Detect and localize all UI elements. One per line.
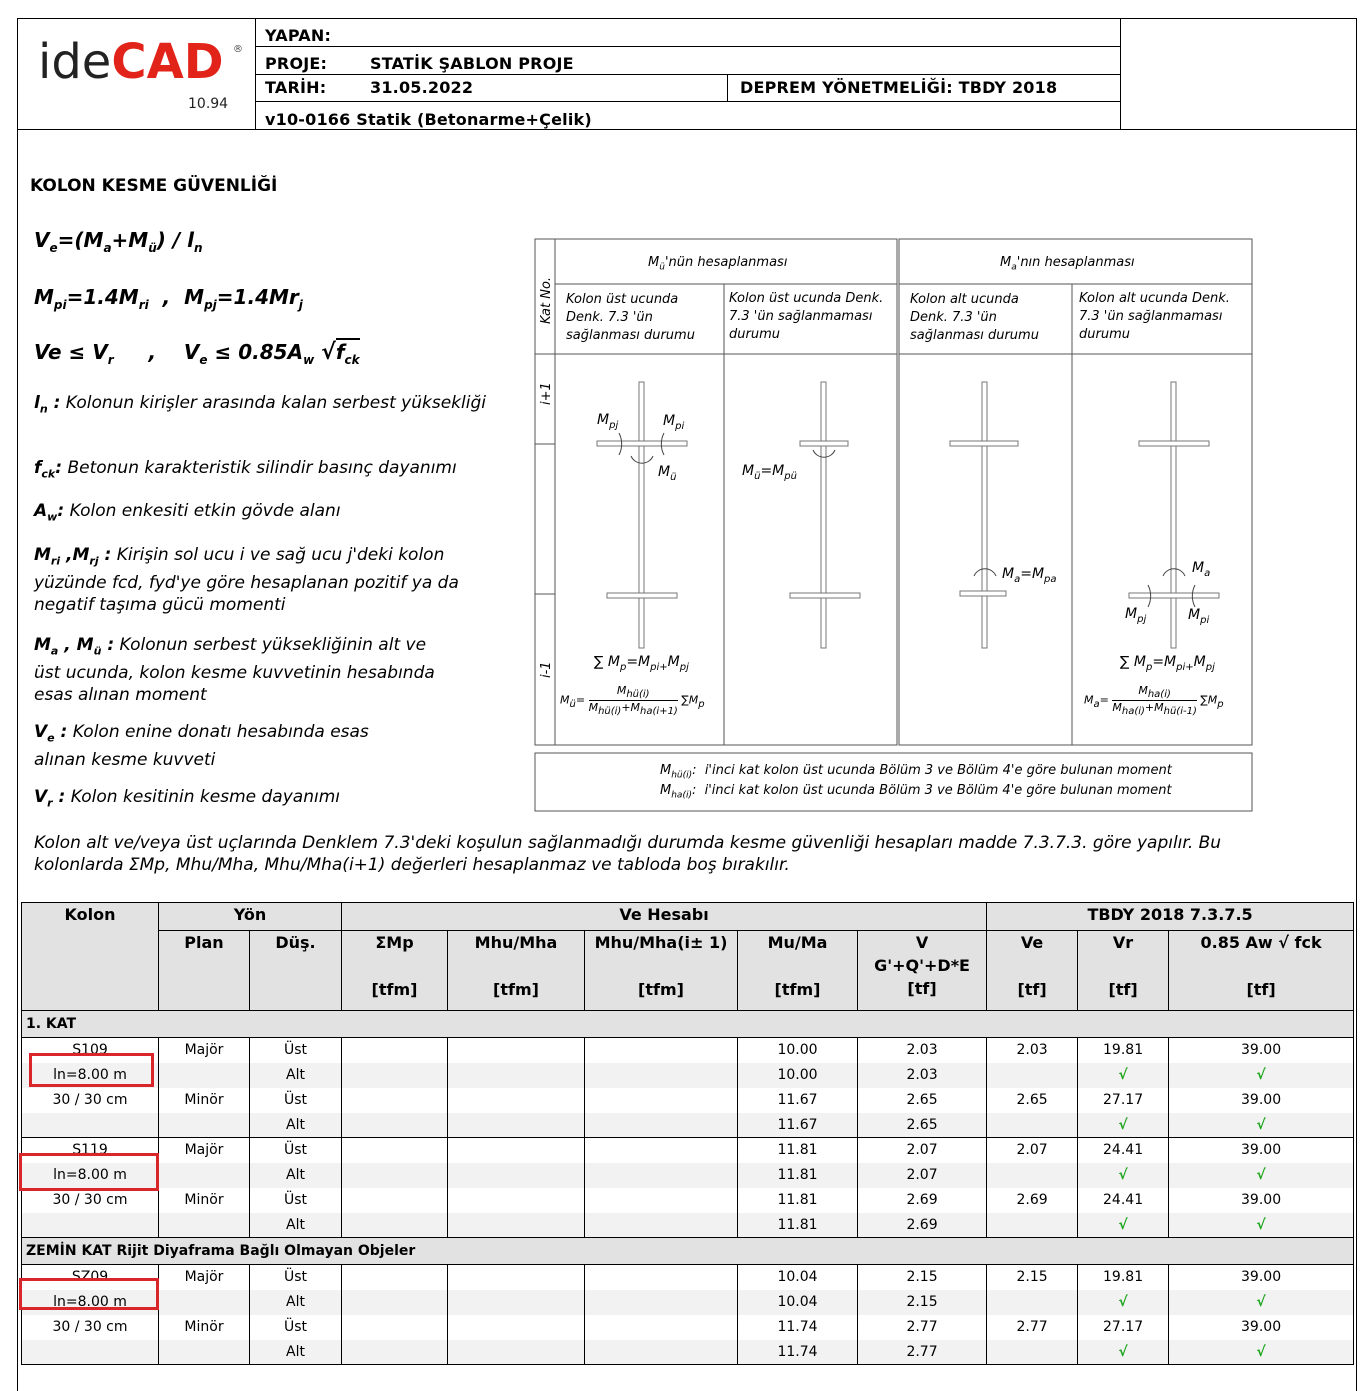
- aw-cell: 39.00: [1169, 1265, 1354, 1290]
- proje-value: STATİK ŞABLON PROJE: [370, 54, 574, 73]
- col-ve: Ve [tf]: [987, 931, 1078, 1011]
- kolon-cell: ln=8.00 m: [22, 1063, 159, 1088]
- dus-cell: Alt: [250, 1063, 342, 1088]
- plan-cell: Majör: [159, 1265, 250, 1290]
- mu-heading: $M_ü'nün$ hesaplanması: [648, 255, 788, 273]
- aw-cell: √: [1169, 1113, 1354, 1138]
- ma-heading: $M_a'nın$ hesaplanması: [1000, 255, 1135, 273]
- explanatory-note: Kolon alt ve/veya üst uçlarında Denklem 7.3'deki koşulun sağlanmadığı durumda kesme güvenliği hesapları madde 7.3.7.3. göre yapılır. Bu kolonlarda ΣMp, Mhu/Mha, Mhu/Mha(i+1) değerleri hesaplanmaz ve tabloda boş bırakılır.: [34, 833, 1222, 875]
- kolon-cell: [22, 1213, 159, 1238]
- col-aw: 0.85 Aw √ fck [tf]: [1169, 931, 1354, 1011]
- col-vr: Vr [tf]: [1078, 931, 1169, 1011]
- col-muma: Mu/Ma [tfm]: [738, 931, 858, 1011]
- plan-cell: [159, 1340, 250, 1365]
- aw-cell: 39.00: [1169, 1315, 1354, 1340]
- kolon-cell: 30 / 30 cm: [22, 1088, 159, 1113]
- ln-highlight-box: [19, 1153, 159, 1191]
- col-mhu: Mhu/Mha [tfm]: [448, 931, 585, 1011]
- muma-cell: 11.67: [738, 1113, 858, 1138]
- v-cell: 2.69: [858, 1213, 987, 1238]
- row-label-i-plus-1: i+1: [539, 382, 554, 405]
- table-row: [22, 1315, 1354, 1340]
- formula-mp: $M_{pi}=1.4M_{ri}$ , $M_{pj}=1.4Mr_j$: [34, 285, 303, 312]
- definition-aw: $A_w$: Kolon enkesiti etkin gövde alanı: [34, 501, 341, 524]
- definition-fck: $f_{ck}$: Betonun karakteristik silindir basınç dayanımı: [34, 458, 457, 481]
- smp-cell: [342, 1138, 448, 1163]
- ve-cell: 2.15: [987, 1265, 1078, 1290]
- muma-cell: 11.81: [738, 1213, 858, 1238]
- tarih-value: 31.05.2022: [370, 78, 474, 97]
- v-cell: 2.07: [858, 1163, 987, 1188]
- label-ma-eq-mpa: $M_a=M_{pa}$: [1002, 566, 1057, 585]
- plan-cell: Minör: [159, 1188, 250, 1213]
- aw-cell: 39.00: [1169, 1088, 1354, 1113]
- table-row: [22, 1088, 1354, 1113]
- kolon-cell: ln=8.00 m: [22, 1290, 159, 1315]
- mhu1-cell: [585, 1088, 738, 1113]
- col-dus: Düş.: [250, 931, 342, 1011]
- vr-cell: √: [1078, 1113, 1169, 1138]
- kolon-cell: ln=8.00 m: [22, 1163, 159, 1188]
- registered-mark: ®: [233, 44, 243, 55]
- muma-cell: 11.67: [738, 1088, 858, 1113]
- section-row: [22, 1238, 1354, 1265]
- v-cell: 2.03: [858, 1038, 987, 1063]
- smp-cell: [342, 1315, 448, 1340]
- diagram-col-4-head: Kolon alt ucunda Denk. 7.3 'ün sağlanmaması durumu: [1079, 291, 1230, 342]
- dus-cell: Üst: [250, 1188, 342, 1213]
- plan-cell: [159, 1213, 250, 1238]
- kolon-cell: S119: [22, 1138, 159, 1163]
- ve-cell: [987, 1063, 1078, 1088]
- label-sum-mp-2: ∑ $M_p=M_{pi+}M_{pj}$: [1120, 654, 1215, 673]
- header-rule: [255, 46, 1120, 47]
- mhu-cell: [448, 1063, 585, 1088]
- plan-cell: [159, 1063, 250, 1088]
- section-title: KOLON KESME GÜVENLİĞİ: [30, 176, 278, 196]
- ve-cell: 2.69: [987, 1188, 1078, 1213]
- mhu-cell: [448, 1188, 585, 1213]
- mhu1-cell: [585, 1290, 738, 1315]
- smp-cell: [342, 1290, 448, 1315]
- vr-cell: 19.81: [1078, 1038, 1169, 1063]
- muma-cell: 11.74: [738, 1340, 858, 1365]
- row-label-i-minus-1: i-1: [539, 661, 554, 678]
- deprem-yonetmeligi: DEPREM YÖNETMELİĞİ: TBDY 2018: [740, 78, 1058, 97]
- kat-no-label: Kat No.: [539, 276, 554, 324]
- table-row: [22, 1213, 1354, 1238]
- plan-cell: Minör: [159, 1088, 250, 1113]
- mhu-cell: [448, 1038, 585, 1063]
- label-mu: $M_ü$: [658, 464, 677, 483]
- table-row: [22, 1188, 1354, 1213]
- smp-cell: [342, 1088, 448, 1113]
- mhu1-cell: [585, 1038, 738, 1063]
- v-cell: 2.03: [858, 1063, 987, 1088]
- label-ma: $M_a$: [1192, 560, 1211, 579]
- mhu-cell: [448, 1213, 585, 1238]
- smp-cell: [342, 1038, 448, 1063]
- kolon-cell: 30 / 30 cm: [22, 1315, 159, 1340]
- vr-cell: √: [1078, 1340, 1169, 1365]
- definition-ma-mu: $M_a$ , $M_ü$ : Kolonun serbest yüksekliğinin alt ve üst ucunda, kolon kesme kuvvetinin hesabında esas alınan moment: [34, 635, 435, 706]
- table-row: [22, 1138, 1354, 1163]
- mhu-cell: [448, 1315, 585, 1340]
- dus-cell: Alt: [250, 1290, 342, 1315]
- header-divider: [1120, 18, 1121, 130]
- ve-cell: 2.65: [987, 1088, 1078, 1113]
- dus-cell: Üst: [250, 1315, 342, 1340]
- v-cell: 2.65: [858, 1088, 987, 1113]
- mhu1-cell: [585, 1265, 738, 1290]
- formula-ve: $V_e=(M_a+M_ü) / l_n$: [34, 228, 203, 255]
- col-ve-hesabi: Ve Hesabı: [342, 903, 987, 931]
- dus-cell: Alt: [250, 1113, 342, 1138]
- label-sum-mp-1: ∑ $M_p=M_{pi+}M_{pj}$: [594, 654, 689, 673]
- label-ma-formula: $M_a=$ $M_{ha(i)}$ $M_{ha(i)}+M_{hü(i-1)}$ $\sum M_p$: [1084, 684, 1224, 718]
- mhu1-cell: [585, 1340, 738, 1365]
- mhu1-cell: [585, 1113, 738, 1138]
- vr-cell: √: [1078, 1290, 1169, 1315]
- dus-cell: Alt: [250, 1340, 342, 1365]
- muma-cell: 11.81: [738, 1163, 858, 1188]
- logo-version: 10.94: [188, 96, 229, 112]
- plan-cell: Minör: [159, 1315, 250, 1340]
- kolon-cell: SZ09: [22, 1265, 159, 1290]
- col-plan: Plan: [159, 931, 250, 1011]
- mhu-cell: [448, 1290, 585, 1315]
- aw-cell: √: [1169, 1340, 1354, 1365]
- mhu1-cell: [585, 1213, 738, 1238]
- muma-cell: 11.74: [738, 1315, 858, 1340]
- header-rule: [255, 101, 1120, 102]
- label-mpi-2: $M_{pi}$: [1188, 607, 1210, 626]
- col-yon: Yön: [159, 903, 342, 931]
- ve-cell: [987, 1213, 1078, 1238]
- yapan-label: YAPAN:: [265, 26, 332, 45]
- v-cell: 2.15: [858, 1290, 987, 1315]
- vr-cell: 24.41: [1078, 1138, 1169, 1163]
- dus-cell: Üst: [250, 1138, 342, 1163]
- label-mu-eq-mpu: $M_ü=M_{pü}$: [742, 463, 797, 482]
- aw-cell: 39.00: [1169, 1038, 1354, 1063]
- vr-cell: 27.17: [1078, 1088, 1169, 1113]
- dus-cell: Üst: [250, 1038, 342, 1063]
- diagram-col-3-head: Kolon alt ucunda Denk. 7.3 'ün sağlanması durumu: [910, 292, 1039, 343]
- muma-cell: 10.00: [738, 1063, 858, 1088]
- vr-cell: √: [1078, 1063, 1169, 1088]
- table-row: [22, 1340, 1354, 1365]
- muma-cell: 10.00: [738, 1038, 858, 1063]
- v-cell: 2.77: [858, 1340, 987, 1365]
- idecad-logo: ideCAD: [38, 34, 224, 90]
- ve-cell: [987, 1163, 1078, 1188]
- kolon-cell: [22, 1340, 159, 1365]
- mhu-cell: [448, 1138, 585, 1163]
- aw-cell: 39.00: [1169, 1188, 1354, 1213]
- definition-ve: $V_e$ : Kolon enine donatı hesabında esas alınan kesme kuvveti: [34, 722, 369, 771]
- label-mpj: $M_{pj}$: [597, 412, 619, 431]
- smp-cell: [342, 1188, 448, 1213]
- section-row: [22, 1011, 1354, 1038]
- table-row: [22, 1265, 1354, 1290]
- definition-ln: $l_n$ : Kolonun kirişler arasında kalan serbest yüksekliği: [34, 393, 486, 416]
- table-row: [22, 1113, 1354, 1138]
- ln-highlight-box: [29, 1053, 154, 1087]
- diagram-col-2-head: Kolon üst ucunda Denk. 7.3 'ün sağlanmaması durumu: [729, 291, 884, 342]
- v-cell: 2.65: [858, 1113, 987, 1138]
- smp-cell: [342, 1265, 448, 1290]
- muma-cell: 11.81: [738, 1138, 858, 1163]
- mhu-cell: [448, 1340, 585, 1365]
- section-title-cell: ZEMİN KAT Rijit Diyaframa Bağlı Olmayan Objeler: [22, 1238, 1354, 1265]
- dus-cell: Üst: [250, 1088, 342, 1113]
- plan-cell: Majör: [159, 1138, 250, 1163]
- plan-cell: [159, 1113, 250, 1138]
- section-title-cell: 1. KAT: [22, 1011, 1354, 1038]
- software-version: v10-0166 Statik (Betonarme+Çelik): [265, 110, 592, 129]
- mhu1-cell: [585, 1138, 738, 1163]
- mhu-cell: [448, 1163, 585, 1188]
- definition-vr: $V_r$ : Kolon kesitinin kesme dayanımı: [34, 787, 340, 810]
- label-mpj-2: $M_{pj}$: [1125, 606, 1147, 625]
- muma-cell: 11.81: [738, 1188, 858, 1213]
- vr-cell: √: [1078, 1213, 1169, 1238]
- col-v: V G'+Q'+D*E [tf]: [858, 931, 987, 1011]
- diagram-col-1-head: Kolon üst ucunda Denk. 7.3 'ün sağlanması durumu: [566, 292, 695, 343]
- mhu-cell: [448, 1113, 585, 1138]
- kolon-cell: 30 / 30 cm: [22, 1188, 159, 1213]
- ve-cell: [987, 1290, 1078, 1315]
- legend-mhu: $M_{hü(i)}$: i'inci kat kolon üst ucunda Bölüm 3 ve Bölüm 4'e göre bulunan moment: [660, 763, 1172, 781]
- vr-cell: 19.81: [1078, 1265, 1169, 1290]
- aw-cell: √: [1169, 1213, 1354, 1238]
- dus-cell: Alt: [250, 1213, 342, 1238]
- mhu-cell: [448, 1265, 585, 1290]
- header-divider: [727, 74, 728, 102]
- smp-cell: [342, 1340, 448, 1365]
- mhu1-cell: [585, 1163, 738, 1188]
- table-row: [22, 1290, 1354, 1315]
- definition-mr: $M_{ri}$ $,M_{rj}$ : Kirişin sol ucu i ve sağ ucu j'deki kolon yüzünde fcd, fyd'ye göre hesaplanan pozitif ya da negatif taşıma gücü momenti: [34, 545, 459, 616]
- smp-cell: [342, 1113, 448, 1138]
- aw-cell: √: [1169, 1290, 1354, 1315]
- aw-cell: 39.00: [1169, 1138, 1354, 1163]
- label-mu-formula: $M_ü=$ $M_{hü(i)}$ $M_{hü(i)}+M_{ha(i+1)}$ $\sum M_p$: [560, 684, 705, 718]
- v-cell: 2.15: [858, 1265, 987, 1290]
- dus-cell: Alt: [250, 1163, 342, 1188]
- col-tbdy: TBDY 2018 7.3.7.5: [987, 903, 1354, 931]
- smp-cell: [342, 1213, 448, 1238]
- proje-label: PROJE:: [265, 54, 328, 73]
- table-row: [22, 1038, 1354, 1063]
- tarih-label: TARİH:: [265, 78, 327, 97]
- ve-cell: 2.07: [987, 1138, 1078, 1163]
- mhu1-cell: [585, 1063, 738, 1088]
- kolon-kesme-table: [21, 902, 1354, 1365]
- plan-cell: [159, 1163, 250, 1188]
- kolon-cell: [22, 1113, 159, 1138]
- smp-cell: [342, 1163, 448, 1188]
- kolon-cell: S109: [22, 1038, 159, 1063]
- col-smp: ΣMp [tfm]: [342, 931, 448, 1011]
- ve-cell: 2.03: [987, 1038, 1078, 1063]
- v-cell: 2.77: [858, 1315, 987, 1340]
- muma-cell: 10.04: [738, 1290, 858, 1315]
- vr-cell: 24.41: [1078, 1188, 1169, 1213]
- aw-cell: √: [1169, 1063, 1354, 1088]
- aw-cell: √: [1169, 1163, 1354, 1188]
- formula-limits: $Ve \le V_r$ , $V_e \le 0.85A_w$ $√f_{ck}$: [34, 340, 360, 367]
- ve-cell: 2.77: [987, 1315, 1078, 1340]
- muma-cell: 10.04: [738, 1265, 858, 1290]
- plan-cell: [159, 1290, 250, 1315]
- v-cell: 2.69: [858, 1188, 987, 1213]
- vr-cell: 27.17: [1078, 1315, 1169, 1340]
- header-rule: [255, 74, 1120, 75]
- v-cell: 2.07: [858, 1138, 987, 1163]
- smp-cell: [342, 1063, 448, 1088]
- mhu1-cell: [585, 1315, 738, 1340]
- header-bottom-rule: [17, 129, 1357, 130]
- plan-cell: Majör: [159, 1038, 250, 1063]
- ve-cell: [987, 1113, 1078, 1138]
- col-mhu1: Mhu/Mha(i± 1) [tfm]: [585, 931, 738, 1011]
- ln-highlight-box: [19, 1278, 159, 1310]
- table-row: [22, 1063, 1354, 1088]
- mhu-cell: [448, 1088, 585, 1113]
- dus-cell: Üst: [250, 1265, 342, 1290]
- label-mpi: $M_{pi}$: [663, 413, 685, 432]
- vr-cell: √: [1078, 1163, 1169, 1188]
- table-row: [22, 1163, 1354, 1188]
- mhu1-cell: [585, 1188, 738, 1213]
- ve-cell: [987, 1340, 1078, 1365]
- legend-mha: $M_{ha(i)}$: i'inci kat kolon üst ucunda Bölüm 3 ve Bölüm 4'e göre bulunan moment: [660, 783, 1172, 801]
- col-kolon: Kolon: [22, 903, 159, 1011]
